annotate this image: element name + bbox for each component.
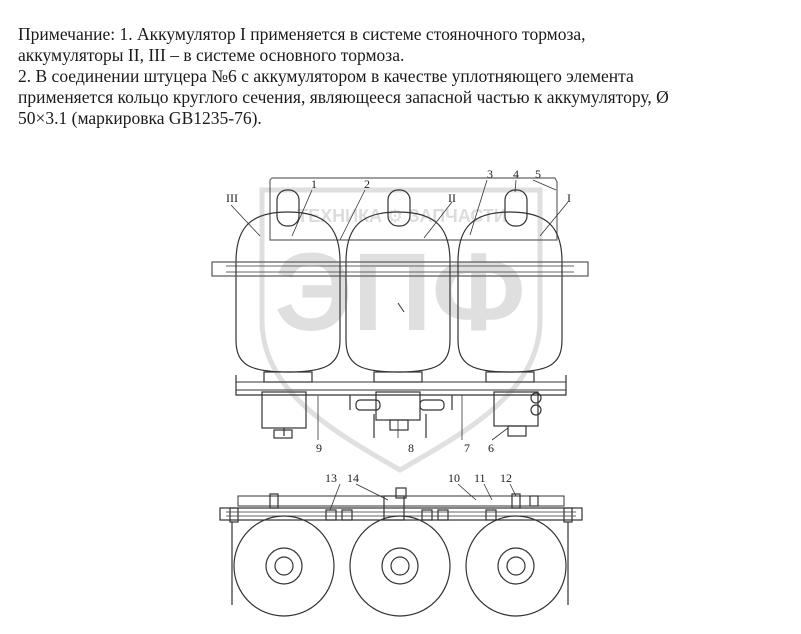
label-i: I xyxy=(567,191,571,205)
watermark-top-text: ТЕХНИКА ⚙ ЗАПЧАСТИ xyxy=(297,206,507,226)
note-line-1: Примечание: 1. Аккумулятор I применяется в системе стояночного тормоза, xyxy=(18,24,586,44)
label-14: 14 xyxy=(347,471,359,485)
label-8: 8 xyxy=(408,441,414,455)
label-12: 12 xyxy=(500,471,512,485)
label-5: 5 xyxy=(535,167,541,181)
watermark-logo-text: ЭПФ xyxy=(274,231,526,354)
label-10: 10 xyxy=(448,471,460,485)
label-7: 7 xyxy=(464,441,470,455)
note-line-3: 2. В соединении штуцера №6 с аккумулятором в качестве уплотняющего элемента xyxy=(18,66,634,86)
label-3: 3 xyxy=(487,167,493,181)
note-line-4: применяется кольцо круглого сечения, являющееся запасной частью к аккумулятору, Ø xyxy=(18,87,669,107)
label-ii: II xyxy=(448,191,456,205)
label-6: 6 xyxy=(488,441,494,455)
label-2: 2 xyxy=(364,177,370,191)
label-11: 11 xyxy=(474,471,486,485)
note-line-5: 50×3.1 (маркировка GB1235-76). xyxy=(18,108,262,128)
note-line-2: аккумуляторы II, III – в системе основного тормоза. xyxy=(18,45,405,65)
label-4: 4 xyxy=(513,167,519,181)
plan-view xyxy=(220,484,582,616)
label-1: 1 xyxy=(311,177,317,191)
label-9: 9 xyxy=(316,441,322,455)
label-iii: III xyxy=(226,191,238,205)
label-13: 13 xyxy=(325,471,337,485)
